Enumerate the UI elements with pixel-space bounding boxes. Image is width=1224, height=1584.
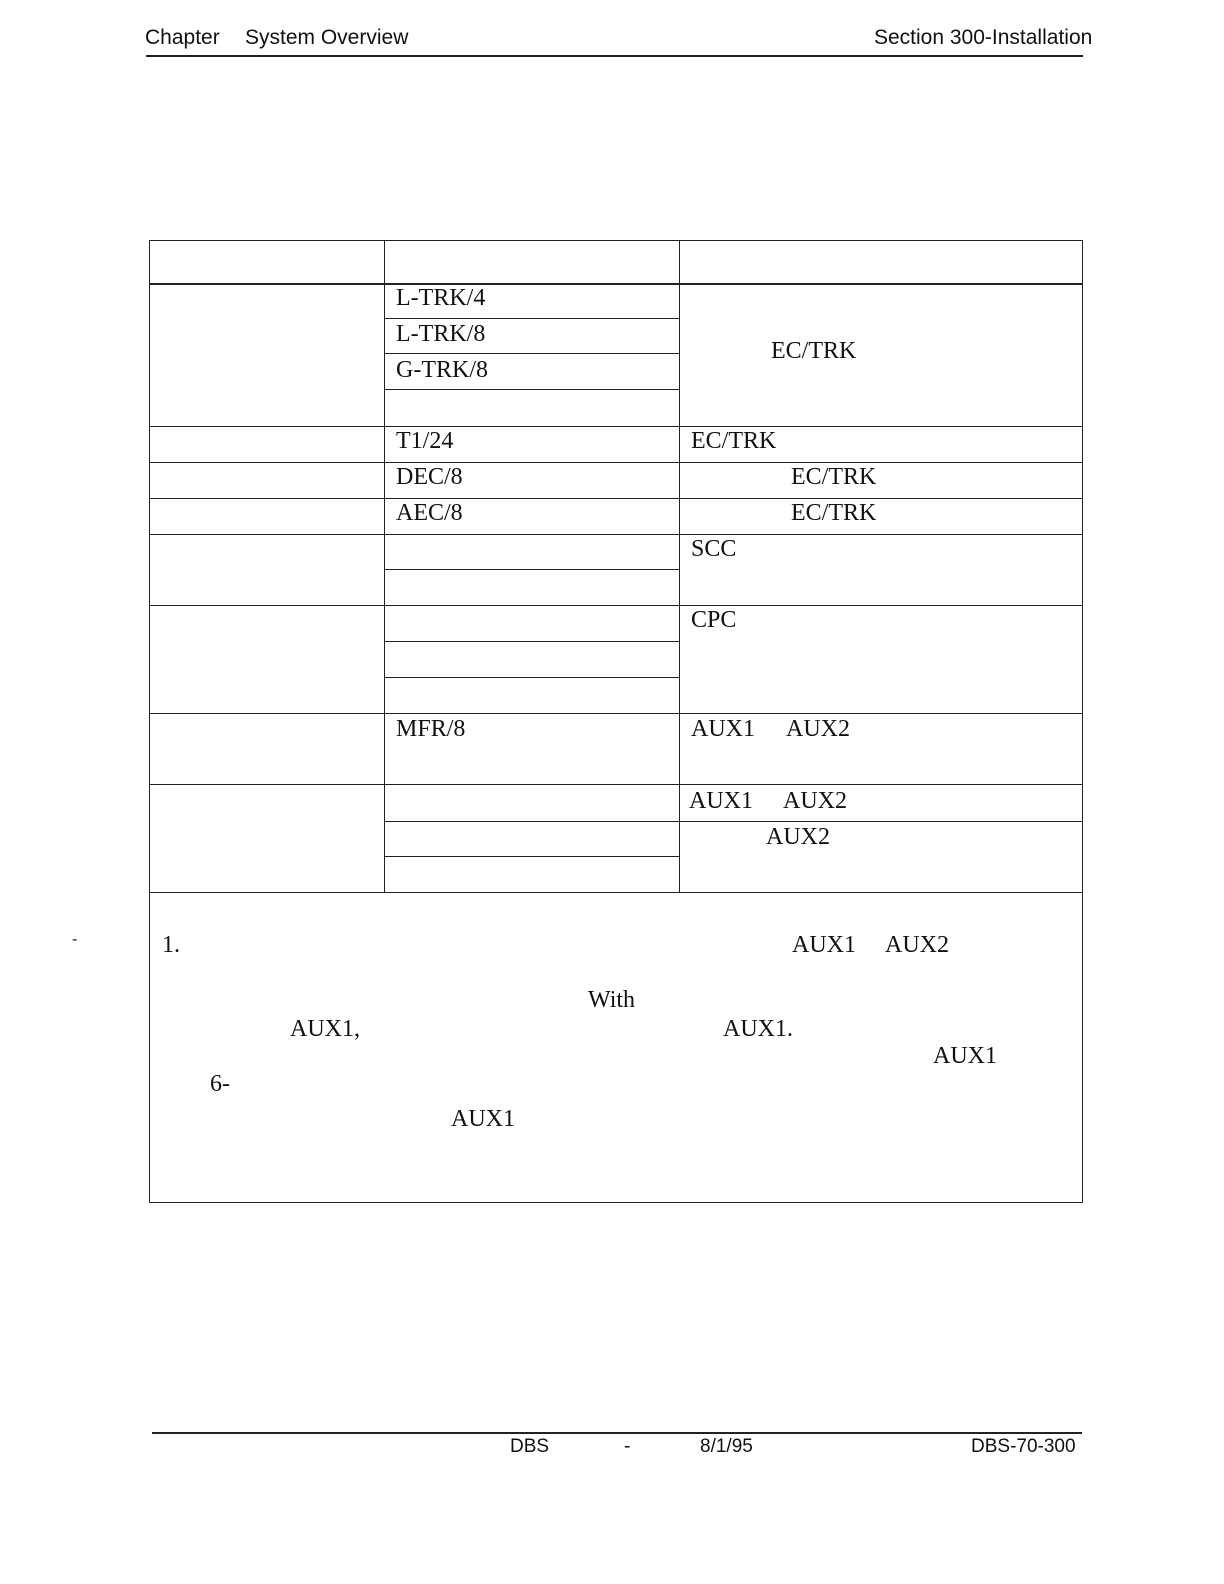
footer-date: 8/1/95 bbox=[700, 1436, 753, 1457]
header-section: Section 300-Installation bbox=[874, 26, 1093, 49]
cell-slot: CPC bbox=[691, 607, 737, 633]
footer-rule bbox=[152, 1432, 1082, 1434]
footer-doc-number: DBS-70-300 bbox=[971, 1436, 1076, 1457]
margin-mark: - bbox=[72, 931, 78, 948]
row-rule bbox=[149, 534, 1083, 535]
note-fragment: With bbox=[588, 987, 636, 1013]
header-rule bbox=[146, 55, 1083, 57]
cell-slot: AUX1 bbox=[689, 788, 753, 814]
cell-slot: AUX2 bbox=[786, 716, 850, 742]
cell-item: G-TRK/8 bbox=[396, 357, 488, 383]
subrow-rule bbox=[384, 821, 679, 822]
row-rule bbox=[149, 605, 1083, 606]
subrow-rule bbox=[679, 821, 1083, 822]
subrow-rule bbox=[384, 389, 679, 390]
subrow-rule bbox=[384, 677, 679, 678]
header-chapter: Chapter bbox=[145, 26, 220, 49]
footer-product: DBS bbox=[510, 1436, 550, 1457]
table-bottom-border bbox=[149, 1202, 1083, 1203]
cell-slot: EC/TRK bbox=[791, 464, 877, 490]
header-title: System Overview bbox=[245, 26, 409, 49]
cell-slot: EC/TRK bbox=[791, 500, 877, 526]
subrow-rule bbox=[384, 641, 679, 642]
subrow-rule bbox=[384, 353, 679, 354]
cell-item: DEC/8 bbox=[396, 464, 463, 490]
header-row-rule bbox=[149, 283, 1083, 285]
table-right-border bbox=[1082, 240, 1083, 1203]
cell-item: T1/24 bbox=[396, 428, 454, 454]
note-fragment: 6- bbox=[210, 1071, 230, 1097]
subrow-rule bbox=[384, 856, 679, 857]
column-divider-2 bbox=[679, 240, 680, 893]
note-fragment: AUX1 bbox=[792, 932, 856, 958]
subrow-rule bbox=[384, 318, 679, 319]
cell-slot: AUX2 bbox=[766, 824, 830, 850]
cell-slot: AUX2 bbox=[783, 788, 847, 814]
row-rule bbox=[149, 462, 1083, 463]
cell-item: L-TRK/8 bbox=[396, 321, 486, 347]
footer-dash: - bbox=[624, 1436, 631, 1457]
note-fragment: AUX1, bbox=[290, 1016, 360, 1042]
row-rule bbox=[149, 426, 1083, 427]
cell-item: L-TRK/4 bbox=[396, 285, 486, 311]
note-fragment: AUX1. bbox=[723, 1016, 793, 1042]
note-fragment: AUX1 bbox=[451, 1106, 515, 1132]
note-number: 1. bbox=[162, 932, 180, 958]
note-fragment: AUX1 bbox=[933, 1043, 997, 1069]
cell-slot: AUX1 bbox=[691, 716, 755, 742]
cell-item: AEC/8 bbox=[396, 500, 463, 526]
row-rule bbox=[149, 892, 1083, 893]
note-fragment: AUX2 bbox=[885, 932, 949, 958]
row-rule bbox=[149, 498, 1083, 499]
row-rule bbox=[149, 713, 1083, 714]
subrow-rule bbox=[384, 569, 679, 570]
cell-slot: SCC bbox=[691, 536, 737, 562]
column-divider-1 bbox=[384, 240, 385, 893]
row-rule bbox=[149, 784, 1083, 785]
cell-item: MFR/8 bbox=[396, 716, 466, 742]
table-left-border bbox=[149, 240, 150, 1203]
cell-slot: EC/TRK bbox=[691, 428, 777, 454]
cell-slot: EC/TRK bbox=[771, 338, 857, 364]
table-top-border bbox=[149, 240, 1083, 241]
